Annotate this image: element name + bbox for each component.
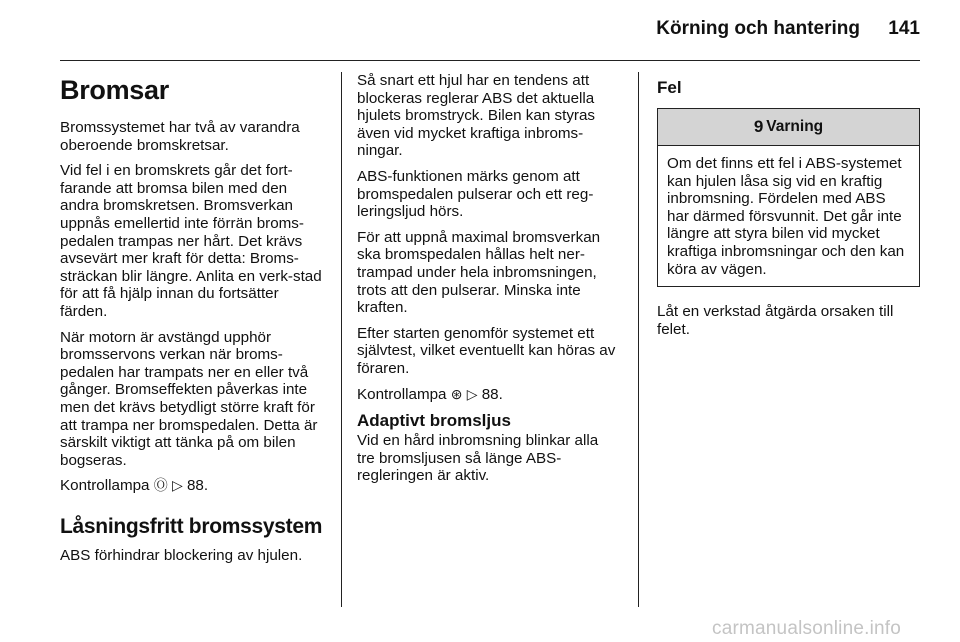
paragraph: För att uppnå maximal bromsverkan ska bromspedalen hållas helt ner-trampad under hela inbromsningen, trots att den pulserar. Minska inte kraften. — [357, 228, 601, 317]
page-reference-arrow-icon: ▷ — [466, 385, 478, 402]
section-heading-abs: Låsningsfritt bromssystem — [60, 514, 323, 538]
section-heading-bromsar: Bromsar — [60, 75, 169, 105]
warning-box — [657, 108, 920, 287]
column-2 — [357, 72, 620, 493]
warning-text: Om det finns ett fel i ABS-systemet kan hjulen låsa sig vid en kraftig inbromsning. Fördelen med ABS har därmed försvunnit. Det går inte längre att styra bilen vid mycket kraftiga inbromsningar och den kan köra av vägen. — [667, 155, 905, 278]
paragraph: ABS-funktionen märks genom att bromspedalen pulserar och ett reg-leringsljud hörs. — [357, 167, 594, 221]
column-3 — [657, 72, 920, 346]
brake-warning-lamp-icon: Ⓞ — [153, 477, 168, 494]
paragraph: Bromssystemet har två av varandra oberoende bromskretsar. — [60, 119, 300, 154]
control-lamp-reference — [60, 477, 326, 495]
page-number: 141 — [888, 18, 920, 39]
paragraph: Så snart ett hjul har en tendens att blockeras reglerar ABS det aktuella hjulets bromstryck. Bilen kan styras även vid mycket kraftiga inbroms-ningar. — [357, 72, 596, 160]
header-rule — [60, 60, 920, 61]
warning-title: Varning — [766, 118, 824, 136]
page-reference-number: 88. — [481, 385, 503, 403]
page-reference-number: 88. — [186, 477, 209, 495]
warning-header — [658, 109, 919, 146]
watermark: carmanualsonline.info — [712, 618, 902, 639]
column-divider-1 — [341, 72, 342, 607]
page-reference-arrow-icon: ▷ — [171, 477, 183, 494]
paragraph: Låt en verkstad åtgärda orsaken till felet. — [657, 303, 894, 338]
running-header-title: Körning och hantering — [656, 18, 860, 39]
control-lamp-label: Kontrollampa — [60, 477, 150, 495]
section-heading-fel: Fel — [657, 78, 682, 97]
paragraph: Vid en hård inbromsning blinkar alla tre bromsljusen så länge ABS-regleringen är aktiv. — [357, 432, 599, 485]
control-lamp-label: Kontrollampa — [357, 385, 447, 403]
column-divider-2 — [638, 72, 639, 607]
subheading-adaptive-brake-light: Adaptivt bromsljus — [357, 411, 511, 431]
paragraph: När motorn är avstängd upphör bromsservons verkan när broms-pedalen har trampats ner en eller två gånger. Bromseffekten påverkas inte men det krävs betydligt större kraft för att trampa ner bromspedalen. Detta är särskilt viktigt att tänka på om bilen bogseras. — [60, 328, 318, 469]
control-lamp-reference — [357, 386, 620, 404]
paragraph: Vid fel i en bromskrets går det fort-farande att bromsa bilen med den andra bromskretsen. Bromsverkan uppnås emellertid inte förrän broms-pedalen trampas ner hårt. Det krävs avsevärt mer kraft för detta: Broms-sträckan blir längre. Anlita en verk-stad för att få hjälp innan du fortsätter färden. — [60, 162, 322, 320]
column-1 — [60, 72, 326, 572]
warning-triangle-icon: 9 — [753, 117, 764, 137]
paragraph: ABS förhindrar blockering av hjulen. — [60, 546, 303, 564]
abs-lamp-icon: ⊛ — [450, 385, 463, 402]
paragraph: Efter starten genomför systemet ett självtest, vilket eventuellt kan höras av föraren. — [357, 324, 616, 377]
